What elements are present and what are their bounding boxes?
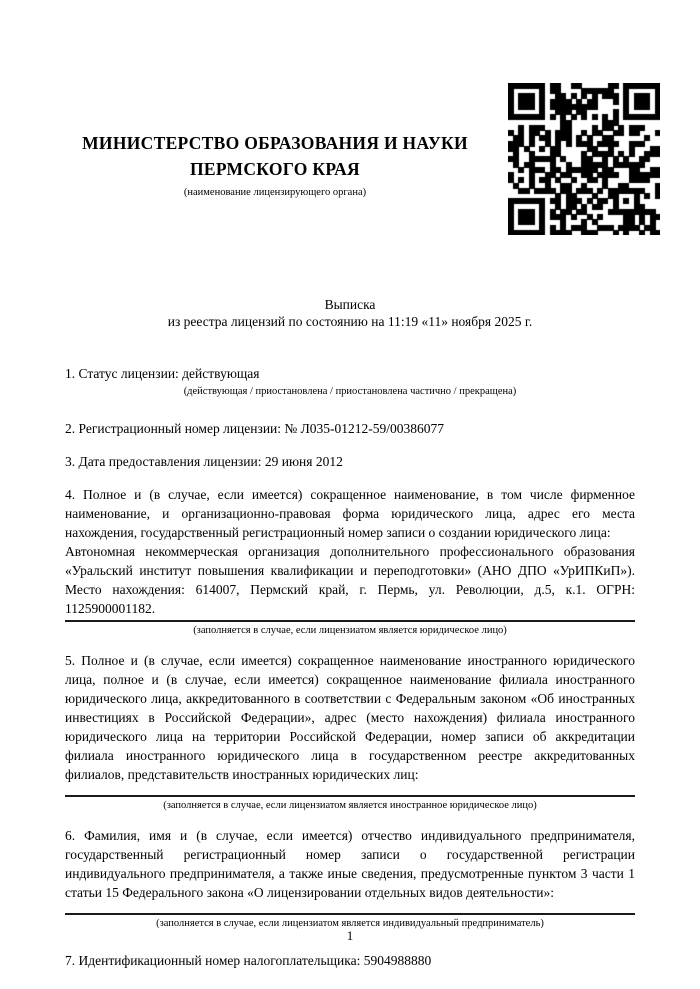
field-individual-entrepreneur xyxy=(65,826,635,930)
field-text: 7. Идентификационный номер налогоплательщика: 5904988880 xyxy=(65,953,432,968)
field-license-status xyxy=(65,364,635,398)
document-title: Выписка xyxy=(324,297,376,312)
qr-code xyxy=(508,83,660,235)
field-registration-number xyxy=(65,419,635,438)
field-label: 4. Полное и (в случае, если имеется) сокращенное наименование, в том числе фирменное наименование, и организационно-правовая форма юридического лица, адрес его места нахождения, государственный регистрационный номер записи о создании юридического лица: xyxy=(65,487,635,540)
field-label: 5. Полное и (в случае, если имеется) сокращенное наименование иностранного юридического лица, полное и (в случае, если имеется) сокращенное наименование филиала иностранного юридического лица, аккредитованного в соответствии с Федеральным законом «Об иностранных инвестициях в Российской Федерации», адрес (место нахождения) филиала иностранного юридического лица на территории Российской Федерации, номер записи об аккредитации филиала иностранного юридического лица в государственном реестре аккредитованных филиалов, представительств иностранных юридических лиц: xyxy=(65,653,635,782)
document-subtitle: из реестра лицензий по состоянию на 11:19 «11» ноября 2025 г. xyxy=(167,314,533,329)
fill-in-line xyxy=(65,795,635,797)
empty-field-space xyxy=(65,902,635,911)
ministry-name-line2: ПЕРМСКОГО КРАЯ xyxy=(190,159,360,179)
empty-field-space xyxy=(65,784,635,793)
field-text: 2. Регистрационный номер лицензии: № Л035-01212-59/00386077 xyxy=(65,421,445,436)
field-caption: (заполняется в случае, если лицензиатом является иностранное юридическое лицо) xyxy=(163,800,537,811)
ministry-name-line1: МИНИСТЕРСТВО ОБРАЗОВАНИЯ И НАУКИ xyxy=(82,133,468,153)
fill-in-line xyxy=(65,913,635,915)
field-caption: (заполняется в случае, если лицензиатом является юридическое лицо) xyxy=(193,625,507,636)
licensing-authority-header xyxy=(55,130,495,199)
field-taxpayer-number xyxy=(65,951,635,970)
field-legal-entity-name xyxy=(65,485,635,637)
page-number: 1 xyxy=(346,928,354,943)
field-caption: (заполняется в случае, если лицензиатом является индивидуальный предприниматель) xyxy=(156,918,544,929)
field-license-grant-date xyxy=(65,452,635,471)
document-body xyxy=(65,296,635,970)
field-label: 6. Фамилия, имя и (в случае, если имеется) отчество индивидуального предпринимателя, государственный регистрационный номер записи о государственной регистрации индивидуального предпринимателя, а также иные сведения, предусмотренные пунктом 3 части 1 статьи 15 Федерального закона «О лицензировании отдельных видов деятельности»: xyxy=(65,828,635,900)
field-value: Автономная некоммерческая организация дополнительного профессионального образования «Уральский институт повышения квалификации и переподготовки» (АНО ДПО «УрИПКиП»). Место нахождения: 614007, Пермский край, г. Пермь, ул. Революции, д.5, к.1. ОГРН: 1125900001182. xyxy=(65,544,635,616)
field-text: 3. Дата предоставления лицензии: 29 июня 2012 xyxy=(65,454,343,469)
field-caption: (действующая / приостановлена / приостановлена частично / прекращена) xyxy=(183,386,517,397)
field-text: 1. Статус лицензии: действующая xyxy=(65,366,260,381)
field-foreign-entity xyxy=(65,651,635,812)
ministry-caption: (наименование лицензирующего органа) xyxy=(183,187,367,198)
fill-in-line xyxy=(65,620,635,622)
